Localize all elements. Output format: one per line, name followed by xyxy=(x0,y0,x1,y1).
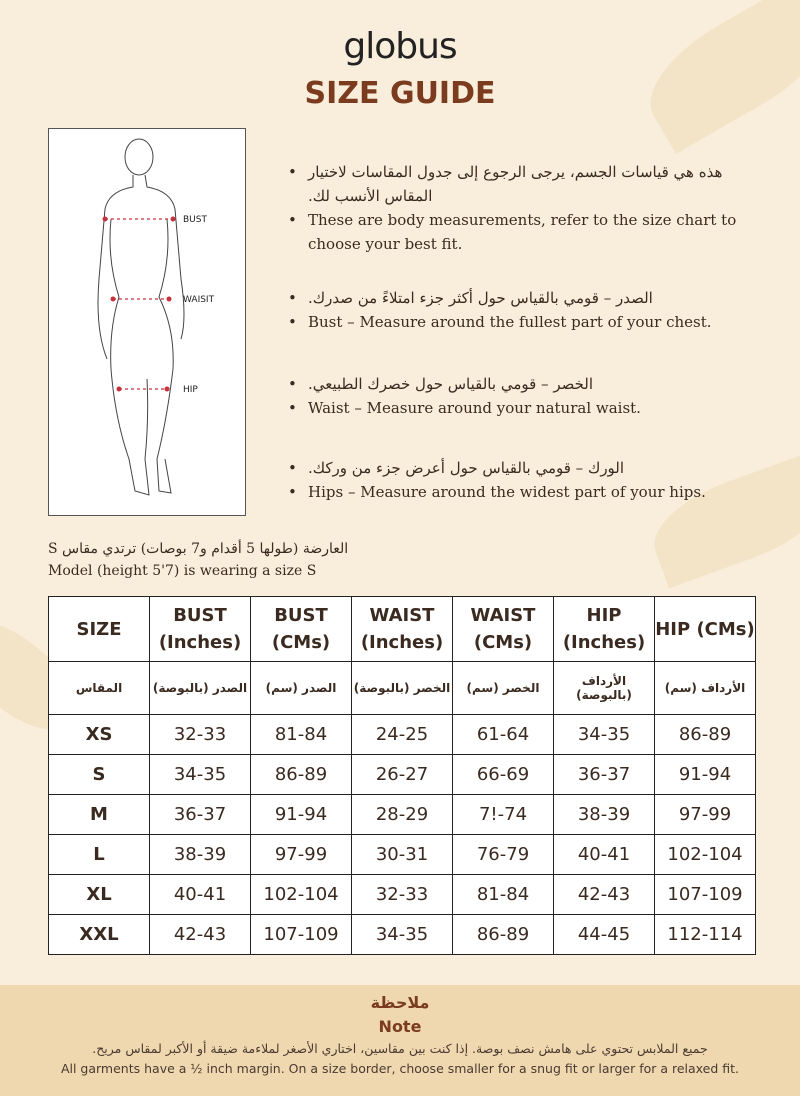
table-cell: S xyxy=(49,755,150,795)
model-info-ar: العارضة (طولها 5 أقدام و7 بوصات) ترتدي مقاس S xyxy=(48,541,349,557)
bullet-ar: • الورك – قومي بالقياس حول أعرض جزء من وركك. xyxy=(288,456,748,480)
table-row xyxy=(49,715,756,755)
table-cell: 91-94 xyxy=(251,795,352,835)
table-cell: المقاس xyxy=(49,662,150,715)
table-cell: XS xyxy=(49,715,150,755)
table-cell: الصدر (سم) xyxy=(251,662,352,715)
bullet-ar: • الخصر – قومي بالقياس حول خصرك الطبيعي. xyxy=(288,372,748,396)
waist-label: WAISIT xyxy=(183,295,215,305)
table-cell: 40-41 xyxy=(554,835,655,875)
table-cell: WAIST (Inches) xyxy=(352,597,453,662)
table-cell: BUST (Inches) xyxy=(150,597,251,662)
body-measurement-figure xyxy=(48,128,246,516)
table-cell: M xyxy=(49,795,150,835)
page-title: SIZE GUIDE xyxy=(304,76,496,111)
table-cell: 28-29 xyxy=(352,795,453,835)
table-cell: 42-43 xyxy=(150,915,251,955)
bullet-en: • Bust – Measure around the fullest part of your chest. xyxy=(288,310,748,334)
table-cell: 32-33 xyxy=(150,715,251,755)
model-info xyxy=(48,538,348,582)
bullet-group xyxy=(288,456,748,504)
table-cell: 34-35 xyxy=(554,715,655,755)
table-cell: 76-79 xyxy=(453,835,554,875)
table-cell: 44-45 xyxy=(554,915,655,955)
table-cell: 86-89 xyxy=(655,715,756,755)
table-cell: SIZE xyxy=(49,597,150,662)
bullet-en: • Waist – Measure around your natural waist. xyxy=(288,396,748,420)
bullet-en: • These are body measurements, refer to the size chart to choose your best fit. xyxy=(288,208,748,256)
model-info-en: Model (height 5'7) is wearing a size S xyxy=(48,563,317,579)
table-cell: 30-31 xyxy=(352,835,453,875)
note-body: All garments have a ½ inch margin. On a size border, choose smaller for a snug fit or larger for a relaxed fit. xyxy=(60,1061,740,1076)
hip-label: HIP xyxy=(183,385,198,395)
table-cell: 102-104 xyxy=(251,875,352,915)
bullet-en: • Hips – Measure around the widest part of your hips. xyxy=(288,480,748,504)
table-row xyxy=(49,755,756,795)
table-cell: 38-39 xyxy=(150,835,251,875)
table-cell: 81-84 xyxy=(251,715,352,755)
brand-logo: globus xyxy=(343,26,457,67)
table-cell: الخصر (بالبوصة) xyxy=(352,662,453,715)
table-row xyxy=(49,875,756,915)
table-cell: 34-35 xyxy=(352,915,453,955)
table-cell: 42-43 xyxy=(554,875,655,915)
table-cell: 112-114 xyxy=(655,915,756,955)
table-cell: XL xyxy=(49,875,150,915)
table-cell: 26-27 xyxy=(352,755,453,795)
table-row xyxy=(49,915,756,955)
bullet-ar: • الصدر – قومي بالقياس حول أكثر جزء امتلاءً من صدرك. xyxy=(288,286,748,310)
table-cell: L xyxy=(49,835,150,875)
table-cell: الصدر (بالبوصة) xyxy=(150,662,251,715)
bullet-group xyxy=(288,372,748,420)
table-cell: 34-35 xyxy=(150,755,251,795)
table-cell: 32-33 xyxy=(352,875,453,915)
table-cell: 97-99 xyxy=(655,795,756,835)
table-cell: BUST (CMs) xyxy=(251,597,352,662)
table-cell: 36-37 xyxy=(150,795,251,835)
table-cell: الخصر (سم) xyxy=(453,662,554,715)
header-row xyxy=(49,597,756,662)
note-title-ar: ملاحظة xyxy=(370,993,430,1012)
table-cell: 107-109 xyxy=(251,915,352,955)
table-cell: 7!-74 xyxy=(453,795,554,835)
table-cell: 86-89 xyxy=(453,915,554,955)
note-body-ar: جميع الملابس تحتوي على هامش نصف بوصة. إذا كنت بين مقاسين، اختاري الأصغر لملاءمة ضيقة أو الأكبر لمقاس مريح. xyxy=(92,1041,708,1056)
table-cell: 61-64 xyxy=(453,715,554,755)
body-silhouette-icon xyxy=(49,129,245,515)
table-cell: XXL xyxy=(49,915,150,955)
table-cell: 107-109 xyxy=(655,875,756,915)
table-cell: WAIST (CMs) xyxy=(453,597,554,662)
table-row xyxy=(49,835,756,875)
note-section xyxy=(0,985,800,1096)
table-cell: 81-84 xyxy=(453,875,554,915)
table-cell: 24-25 xyxy=(352,715,453,755)
table-cell: 102-104 xyxy=(655,835,756,875)
table-cell: الأرداف (بالبوصة) xyxy=(554,662,655,715)
table-cell: الأرداف (سم) xyxy=(655,662,756,715)
table-cell: HIP (Inches) xyxy=(554,597,655,662)
size-chart-table xyxy=(48,596,756,955)
table-cell: 66-69 xyxy=(453,755,554,795)
table-cell: 86-89 xyxy=(251,755,352,795)
bust-label: BUST xyxy=(183,215,207,225)
table-cell: 36-37 xyxy=(554,755,655,795)
table-cell: 91-94 xyxy=(655,755,756,795)
table-cell: 97-99 xyxy=(251,835,352,875)
table-cell: HIP (CMs) xyxy=(655,597,756,662)
table-cell: 38-39 xyxy=(554,795,655,835)
bullet-ar: • هذه هي قياسات الجسم، يرجى الرجوع إلى جدول المقاسات لاختيار المقاس الأنسب لك. xyxy=(288,160,748,208)
header-row-ar xyxy=(49,662,756,715)
bullet-group xyxy=(288,160,748,256)
bullet-group xyxy=(288,286,748,334)
note-title: Note xyxy=(378,1017,422,1036)
table-cell: 40-41 xyxy=(150,875,251,915)
table-row xyxy=(49,795,756,835)
